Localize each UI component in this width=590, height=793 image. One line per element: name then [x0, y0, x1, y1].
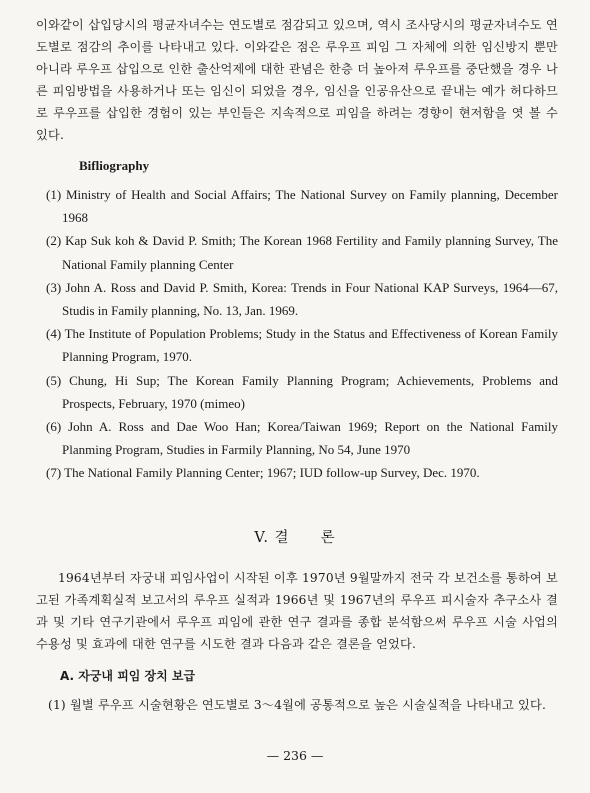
bibliography-heading: Bifliography — [79, 158, 150, 173]
intro-paragraph: 이와같이 삽입당시의 평균자녀수는 연도별로 점감되고 있으며, 역시 조사당시의 평균자녀수도 연도별로 점감의 추이를 나타내고 있다. 이와같은 점은 루우프 피임 그 자체에 의한 임신방지 뿐만 아니라 루우프 삽입으로 인한 출산억제에 대한 관념은 한층 더 높아져 루우프를 중단했을 경우 나른 피임방법을 사용하거나 또는 임신이 되었을 경우, 임신을 인공유산으로 끝내는 예가 허다하므로 루우프를 삽입한 경험이 있는 부인들은 지속적으로 피임을 하려는 경향이 현저함을 엿 볼 수 있다. — [36, 18, 558, 142]
bibliography-item: (1) Ministry of Health and Social Affairs; The National Survey on Family planning, December 1968 — [46, 187, 558, 226]
section-title: V. 결 론 — [254, 530, 336, 546]
subsection-paragraph: (1) 월별 루우프 시술현황은 연도별로 3～4월에 공통적으로 높은 시술실적을 나타내고 있다. — [48, 698, 547, 712]
page-number: — 236 — — [266, 748, 324, 763]
bibliography-item: (3) John A. Ross and David P. Smith, Korea: Trends in Four National KAP Surveys, 1964—67, Studis in Family planning, No. 13, Jan. 1969. — [46, 279, 558, 319]
bibliography-item: (7) The National Family Planning Center; 1967; IUD follow-up Survey, Dec. 1970. — [46, 465, 480, 481]
bibliography-item: (4) The Institute of Population Problems; Study in the Status and Effectiveness of Korean Family Planning Program, 1970. — [46, 326, 558, 365]
conclusion-paragraph: 1964년부터 자궁내 피임사업이 시작된 이후 1970년 9월말까지 전국 각 보건소를 통하여 보고된 가족계획실적 보고서의 루우프 실적과 1966년 및 1967년의 루우프 피시술자 추구소사 결과 및 기타 연구기관에서 루우프 피임에 관한 연구 결과를 종합 분석함으써 루우프 시술 사업의 수용성 및 효과에 대한 연구를 시도한 결과 다음과 같은 결론을 얻었다. — [36, 571, 558, 651]
bibliography-item: (2) Kap Suk koh & David P. Smith; The Korean 1968 Fertility and Family planning Survey, The National Family planning Center — [46, 233, 558, 272]
bibliography-item: (5) Chung, Hi Sup; The Korean Family Planning Program; Achievements, Problems and Prospects, February, 1970 (mimeo) — [46, 372, 558, 411]
bibliography-list — [46, 183, 558, 485]
subsection-heading: A. 자궁내 피임 장치 보급 — [60, 669, 196, 683]
bibliography-item: (6) John A. Ross and Dae Woo Han; Korea/Taiwan 1969; Report on the National Family Planming Program, Studies in Farmily Planning, No 54, June 1970 — [46, 419, 558, 458]
